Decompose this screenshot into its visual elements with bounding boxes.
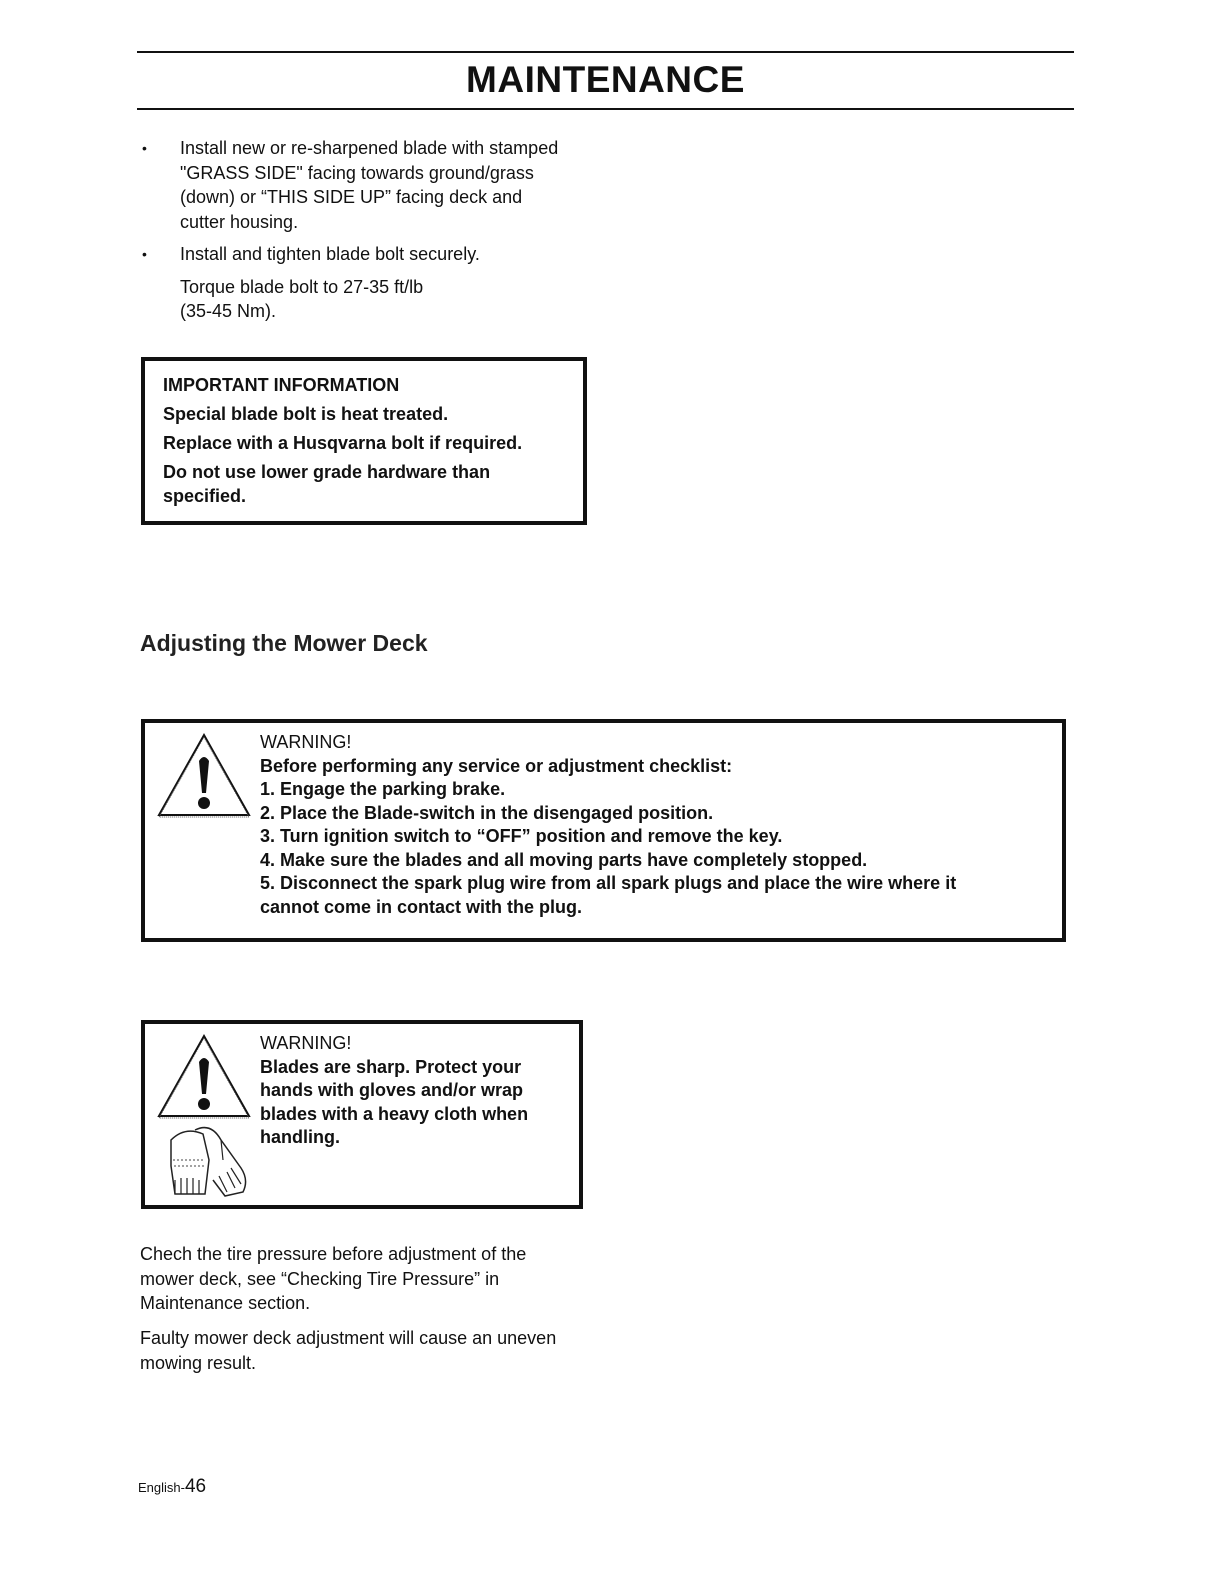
list-item <box>140 136 560 234</box>
checklist-step: 2. Place the Blade-switch in the disengaged position. <box>260 802 714 823</box>
page-number: 46 <box>184 1476 207 1497</box>
checklist-step: 4. Make sure the blades and all moving parts have completely stopped. <box>260 849 868 870</box>
warning-box-sharp-blades <box>141 1020 583 1209</box>
page-footer <box>138 1476 206 1498</box>
important-line: Replace with a Husqvarna bolt if required. <box>163 433 523 453</box>
tire-pressure-paragraph: Chech the tire pressure before adjustment of the mower deck, see “Checking Tire Pressure” in Maintenance section. <box>140 1244 527 1313</box>
warning-heading: WARNING! <box>260 732 352 752</box>
gloves-icon <box>165 1120 255 1202</box>
warning-line: Blades are sharp. Protect your <box>260 1056 522 1077</box>
warning-heading: WARNING! <box>260 1033 352 1053</box>
warning-box-checklist <box>141 719 1066 942</box>
warning-intro: Before performing any service or adjustment checklist: <box>260 755 733 776</box>
top-rule <box>137 51 1074 53</box>
warning-text <box>260 1032 528 1150</box>
list-item-text: Install new or re-sharpened blade with stamped "GRASS SIDE" facing towards ground/grass (down) or “THIS SIDE UP” facing deck and cutter housing. <box>180 138 559 232</box>
faulty-adjustment-paragraph: Faulty mower deck adjustment will cause an uneven mowing result. <box>140 1328 557 1373</box>
bullet-icon: • <box>142 140 147 156</box>
section-heading: Adjusting the Mower Deck <box>140 630 428 656</box>
warning-triangle-icon <box>155 731 253 819</box>
list-item <box>140 242 560 267</box>
list-item-text: Install and tighten blade bolt securely. <box>180 244 480 264</box>
warning-line: blades with a heavy cloth when <box>260 1103 529 1124</box>
checklist-step: 5. Disconnect the spark plug wire from all spark plugs and place the wire where it <box>260 873 957 893</box>
title-underline <box>137 108 1074 110</box>
important-line: Special blade bolt is heat treated. <box>163 404 449 424</box>
page-title: MAINTENANCE <box>466 59 745 100</box>
warning-text <box>260 731 956 919</box>
warning-triangle-icon <box>155 1032 253 1120</box>
important-line: Do not use lower grade hardware than specified. <box>163 462 491 506</box>
warning-line: handling. <box>260 1127 340 1147</box>
checklist-step: cannot come in contact with the plug. <box>260 896 583 917</box>
checklist-step: 1. Engage the parking brake. <box>260 779 506 799</box>
torque-spec: Torque blade bolt to 27-35 ft/lb (35-45 Nm). <box>180 276 424 321</box>
important-information-box <box>141 357 587 525</box>
blade-install-list <box>140 136 560 324</box>
bullet-icon: • <box>142 246 147 262</box>
warning-line: hands with gloves and/or wrap <box>260 1080 524 1100</box>
checklist-step: 3. Turn ignition switch to “OFF” position and remove the key. <box>260 826 783 846</box>
important-heading: IMPORTANT INFORMATION <box>163 375 400 395</box>
footer-language: English- <box>138 1480 185 1495</box>
